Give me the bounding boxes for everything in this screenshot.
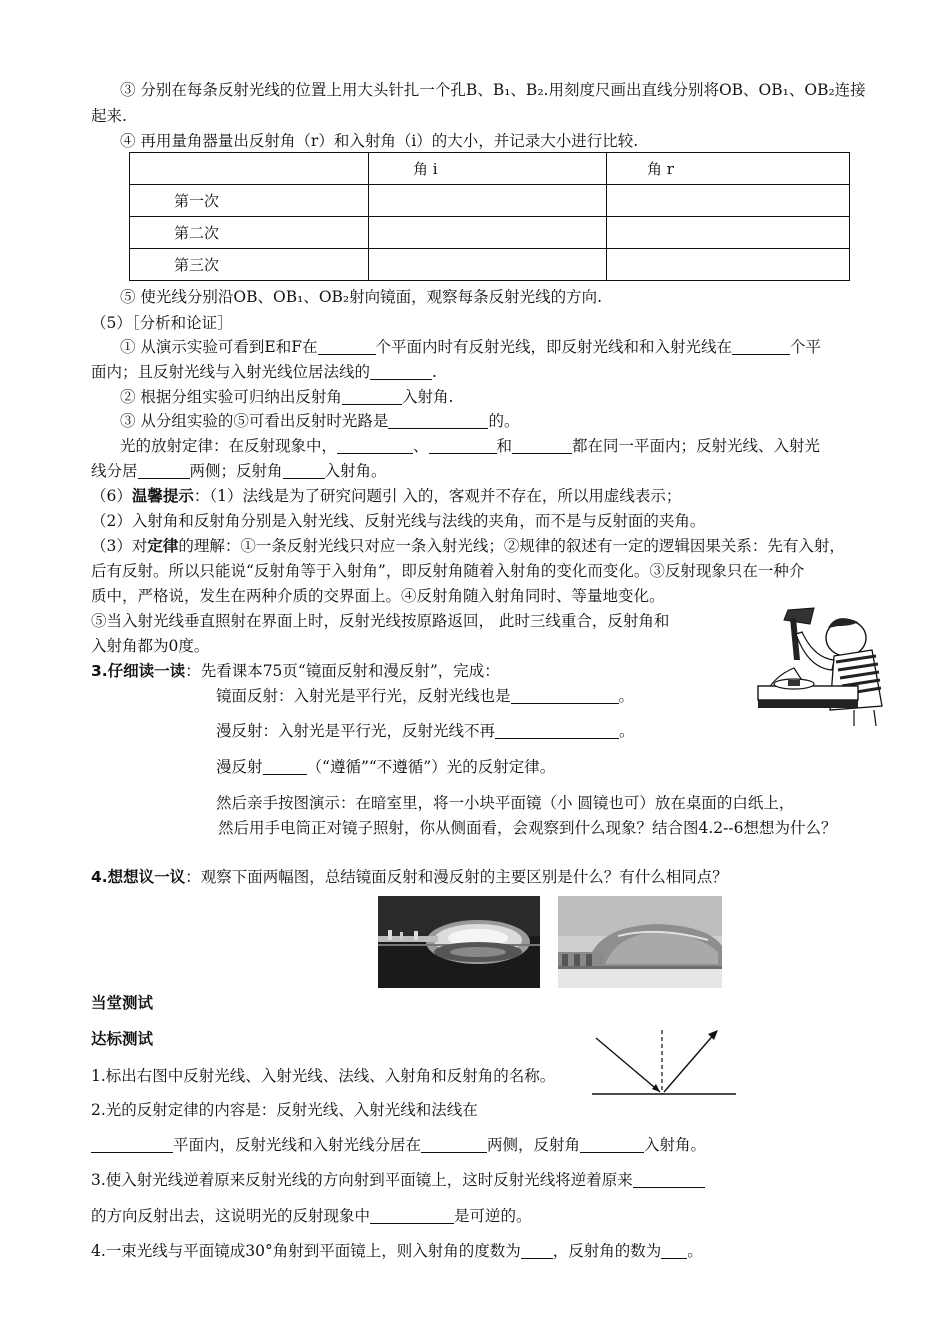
section-5-heading: （5）［分析和论证］ <box>91 314 233 332</box>
tip-line-7: 入射角都为0度。 <box>91 637 210 655</box>
standard-test-heading: 达标测试 <box>91 1030 154 1048</box>
fill-blank[interactable] <box>370 1207 454 1224</box>
fill-blank[interactable] <box>342 388 402 405</box>
question-2-cont: 平面内，反射光线和入射光线分居在 两侧，反射角 入射角。 <box>91 1135 706 1155</box>
daytime-reflection-photo <box>558 896 722 988</box>
fill-blank[interactable] <box>388 412 488 429</box>
night-reflection-photo <box>378 896 540 988</box>
fill-blank[interactable] <box>337 437 413 454</box>
incident-arrowhead <box>652 1084 660 1092</box>
fill-blank[interactable] <box>370 363 432 380</box>
table-header-row <box>130 153 850 185</box>
table-input-cell[interactable] <box>607 217 850 249</box>
fill-blank[interactable] <box>512 437 572 454</box>
read-section-heading: 3.仔细读一读：先看课本75页“镜面反射和漫反射”，完成： <box>91 662 500 680</box>
reflected-ray <box>664 1032 716 1092</box>
fill-blank[interactable] <box>521 1242 553 1259</box>
table-header-cell: 角 r <box>607 153 850 185</box>
fill-blank[interactable] <box>263 758 307 775</box>
angle-record-table <box>129 152 850 281</box>
fill-blank[interactable] <box>732 338 790 355</box>
specular-reflection-line: 镜面反射：入射光是平行光，反射光线也是 。 <box>216 687 635 705</box>
step-3-line-cont: 起来. <box>91 107 127 125</box>
fill-blank[interactable] <box>318 338 376 355</box>
table-row <box>130 185 850 217</box>
analysis-3-line: ③ 从分组实验的⑤可看出反射时光路是 的。 <box>120 412 520 430</box>
table-input-cell[interactable] <box>369 185 607 217</box>
table-row-label: 第一次 <box>130 185 369 217</box>
diffuse-law-line: 漫反射 （“遵循”“不遵循”）光的反射定律。 <box>216 758 556 776</box>
table-input-cell[interactable] <box>607 249 850 281</box>
reflection-law-line-cont: 线分居 两侧；反射角 入射角。 <box>91 462 387 480</box>
discuss-section-heading: 4.想想议一议：观察下面两幅图，总结镜面反射和漫反射的主要区别是什么？有什么相同点？ <box>91 868 728 886</box>
fill-blank[interactable] <box>661 1242 687 1259</box>
table-row <box>130 217 850 249</box>
tip-line-3: （3）对定律的理解：①一条反射光线只对应一条入射光线；②规律的叙述有一定的逻辑因果关系：先有入射， <box>91 537 845 555</box>
tip-line-4: 后有反射。所以只能说“反射角等于入射角”，即反射角随着入射角的变化而变化。③反射现象只在一种介 <box>91 562 805 580</box>
fill-blank[interactable] <box>633 1171 705 1188</box>
question-2: 2.光的反射定律的内容是：反射光线、入射光线和法线在 <box>91 1101 478 1119</box>
incident-ray <box>596 1038 660 1092</box>
fill-blank[interactable] <box>580 1136 644 1153</box>
table-input-cell[interactable] <box>369 217 607 249</box>
tip-line-5: 质中，严格说，发生在两种介质的交界面上。④反射角随入射角同时、等量地变化。 <box>91 587 665 605</box>
tip-line-1: （6）温馨提示：（1）法线是为了研究问题引 入的，客观并不存在，所以用虚线表示； <box>91 487 682 505</box>
fill-blank[interactable] <box>421 1136 487 1153</box>
analysis-1-line: ① 从演示实验可看到E和F在 个平面内时有反射光线，即反射光线和和入射光线在 个平 <box>120 338 822 356</box>
question-3-cont: 的方向反射出去，这说明光的反射现象中 是可逆的。 <box>91 1207 532 1225</box>
boy-flashlight-illustration <box>754 598 890 726</box>
tip-line-2: （2）入射角和反射角分别是入射光线、反射光线与法线的夹角，而不是与反射面的夹角。 <box>91 512 706 530</box>
fill-blank[interactable] <box>283 462 325 479</box>
table-input-cell[interactable] <box>369 249 607 281</box>
demo-instruction-line: 然后亲手按图演示：在暗室里，将一小块平面镜（小 圆镜也可）放在桌面的白纸上， <box>216 794 795 812</box>
table-row-label: 第二次 <box>130 217 369 249</box>
table-header-cell: 角 i <box>369 153 607 185</box>
step-5-line: ⑤ 使光线分别沿OB、OB₁、OB₂射向镜面，观察每条反射光线的方向. <box>120 288 603 306</box>
analysis-1-line-cont: 面内；且反射光线与入射光线位居法线的 . <box>91 363 437 381</box>
fill-blank[interactable] <box>495 722 619 739</box>
question-3: 3.使入射光线逆着原来反射光线的方向射到平面镜上，这时反射光线将逆着原来 <box>91 1170 705 1190</box>
question-4: 4.一束光线与平面镜成30°角射到平面镜上，则入射角的度数为 ，反射角的数为 。 <box>91 1242 703 1260</box>
reflection-law-line: 光的放射定律：在反射现象中， 、 和 都在同一平面内；反射光线、入射光 <box>120 437 821 455</box>
question-1: 1.标出右图中反射光线、入射光线、法线、入射角和反射角的名称。 <box>91 1067 556 1085</box>
demo-question-line: 然后用手电筒正对镜子照射，你从侧面看，会观察到什么现象？结合图4.2--6想想为什么？ <box>218 819 837 837</box>
in-class-test-heading: 当堂测试 <box>91 994 154 1012</box>
fill-blank[interactable] <box>91 1136 173 1153</box>
analysis-2-line: ② 根据分组实验可归纳出反射角 入射角. <box>120 388 454 406</box>
step-4-line: ④ 再用量角器量出反射角（r）和入射角（i）的大小，并记录大小进行比较. <box>120 132 639 150</box>
tip-line-6: ⑤当入射光线垂直照射在界面上时，反射光线按原路返回， 此时三线重合，反射角和 <box>91 612 670 630</box>
diffuse-reflection-line: 漫反射：入射光是平行光，反射光线不再 。 <box>216 722 635 740</box>
table-header-cell <box>130 153 369 185</box>
fill-blank[interactable] <box>511 687 619 704</box>
step-3-line: ③ 分别在每条反射光线的位置上用大头针扎一个孔B、B₁、B₂.用刻度尺画出直线分别将OB、OB₁、OB₂连接 <box>120 81 866 99</box>
table-input-cell[interactable] <box>607 185 850 217</box>
fill-blank[interactable] <box>429 437 497 454</box>
fill-blank[interactable] <box>138 462 190 479</box>
table-row <box>130 249 850 281</box>
table-row-label: 第三次 <box>130 249 369 281</box>
reflection-diagram <box>590 1026 740 1098</box>
